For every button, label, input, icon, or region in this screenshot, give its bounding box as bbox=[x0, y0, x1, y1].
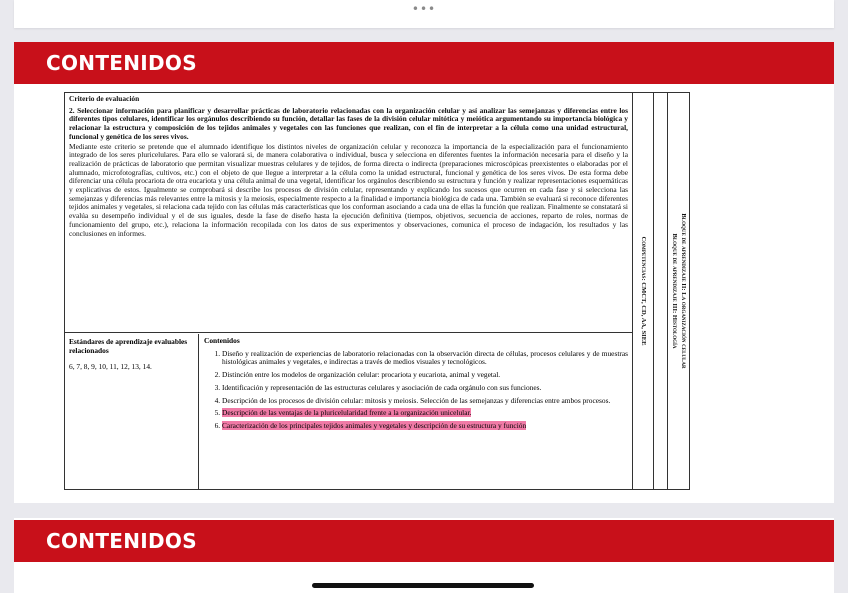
section-title: CONTENIDOS bbox=[46, 51, 197, 75]
criterion-body: Mediante este criterio se pretende que el alumnado identifique los distintos niveles de organización celular y reconozca la importancia de la especialización para el funcionamiento integrado de los seres pluricelulares. Para ello se valorará si, de manera colaborativa o individual, busca y selecciona en diferentes fuentes la información necesaria para el diseño y la realización de prácticas de laboratorio que permitan visualizar muestras celulares y de tejidos, de forma directa o indirecta (preparaciones microscópicas preexistentes o elaboradas por el alumnado, microfotografías, cultivos, etc.) con el objeto de que llegue a interpretar a la célula como la unidad estructural, funcional y genética de los seres vivos. De esta forma debe diferenciar una célula procariota de otra eucariota y una célula animal de una vegetal, identificar los orgánulos describiendo su estructura y función y realizar representaciones esquemáticas y explicativas de estos. Igualmente se comprobará si describe los procesos de división celular, representando y explicando los sucesos que ocurren en cada fase y si selecciona las semejanzas y diferencias más relevantes entre la mitosis y la meiosis, especialmente respecto a la finalidad e importancia biológica de cada una. También se evaluará si reconoce diferentes tejidos animales y vegetales, si relaciona cada tejido con las células más características que los conforman asociando a cada una de ellas la función que realizan. Finalmente se constatará si evalúa su desempeño individual y el de sus iguales, desde la fase de diseño hasta la ejecución definitiva (tiempos, objetivos, secuencia de acciones, reparto de roles, normas de funcionamiento del grupo, etc.), relaciona la información recopilada con los datos de sus experimentos y observaciones, comunica el proceso de indagación, los resultados y las conclusiones en informes. bbox=[69, 141, 628, 238]
bloque-line-2: Bloque de aprendizaje III: Histología bbox=[670, 233, 678, 349]
contents-list bbox=[204, 350, 628, 431]
criterion-heading: Criterio de evaluación bbox=[69, 94, 140, 103]
highlighted-text: Caracterización de los principales tejidos animales y vegetales y descripción de su estructura y función bbox=[222, 420, 527, 430]
more-dots-icon[interactable]: ••• bbox=[411, 2, 437, 16]
bloques-column bbox=[668, 93, 689, 489]
next-page-card bbox=[14, 518, 834, 593]
table-main-column bbox=[65, 93, 633, 489]
contents-heading: Contenidos bbox=[204, 336, 240, 345]
section-title-next: CONTENIDOS bbox=[46, 529, 197, 553]
spacer-column bbox=[654, 93, 668, 489]
contents-cell bbox=[200, 334, 632, 489]
list-item bbox=[222, 422, 628, 431]
standards-values: 6, 7, 8, 9, 10, 11, 12, 13, 14. bbox=[69, 362, 152, 371]
competencias-column bbox=[632, 93, 654, 489]
bloques-label bbox=[670, 101, 688, 481]
document-table bbox=[64, 92, 690, 490]
list-item bbox=[222, 409, 628, 418]
list-item: 2. Distinción entre los modelos de organización celular: procariota y eucariota, animal y vegetal. bbox=[222, 371, 628, 380]
highlighted-text: Descripción de las ventajas de la pluricelularidad frente a la organización unicelular. bbox=[222, 408, 472, 418]
criterion-bold-text: 2. Seleccionar información para planificar y desarrollar prácticas de laboratorio relacionadas con la organización celular y así analizar las semejanzas y diferencias entre los diferentes tipos celulares, identificar los orgánulos describiendo su función, detallar las fases de la división celular mitótica y meiótica argumentando su importancia biológica y relacionar la estructura y composición de los tejidos animales y vegetales con las funciones que realizan, con el fin de interpretar a la célula como una unidad estructural, funcional y genética de los seres vivos. bbox=[69, 105, 628, 141]
standards-heading: Estándares de aprendizaje evaluables relacionados bbox=[69, 337, 188, 355]
home-indicator[interactable] bbox=[312, 583, 534, 588]
list-item: 1. Diseño y realización de experiencias de laboratorio relacionadas con la observación directa de células, procesos celulares y de muestras histológicas animales y vegetales, e indirectas a través de medios visuales y tecnológicos. bbox=[222, 350, 628, 367]
list-item: 3. Identificación y representación de las estructuras celulares y asociación de cada orgánulo con sus funciones. bbox=[222, 384, 628, 393]
criterion-cell bbox=[65, 93, 632, 333]
competencias-label: Competencias: CMCT, CD, AA, SIEE bbox=[639, 236, 647, 346]
standards-cell bbox=[65, 334, 199, 489]
bloque-line-1: Bloque de aprendizaje II: La organización celular bbox=[679, 213, 687, 369]
section-banner-next bbox=[14, 520, 834, 562]
list-item: 4. Descripción de los procesos de división celular: mitosis y meiosis. Selección de las semejanzas y diferencias entre ambos procesos. bbox=[222, 397, 628, 406]
section-banner bbox=[14, 42, 834, 84]
previous-page-card bbox=[14, 0, 834, 28]
